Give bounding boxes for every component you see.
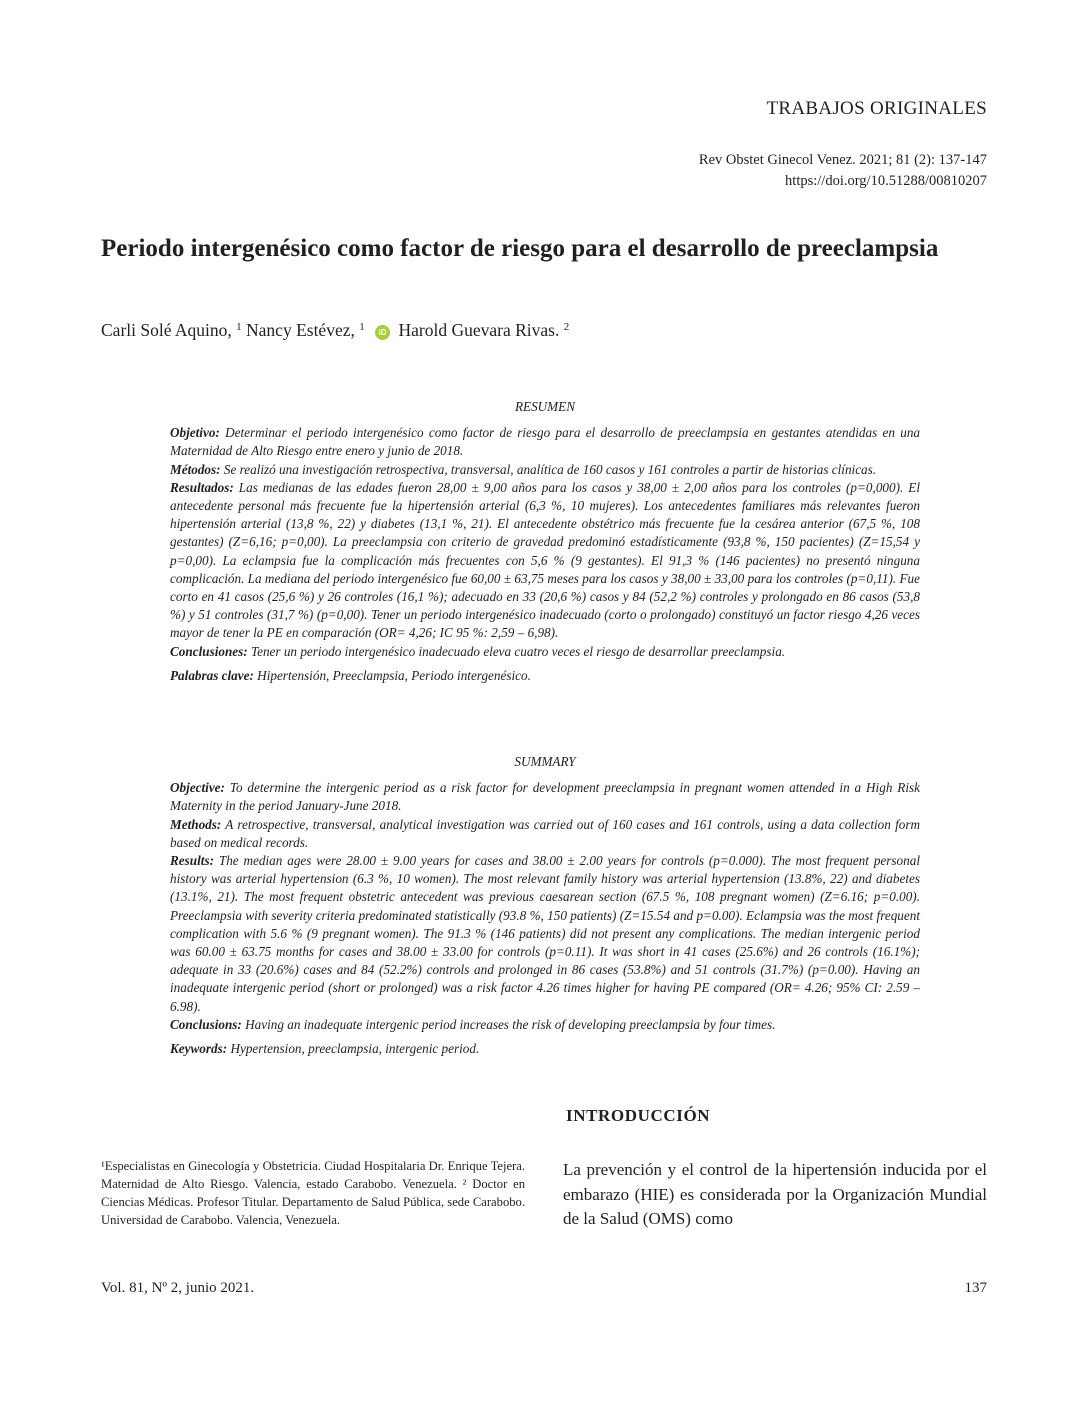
affiliation-marker: 1: [236, 321, 242, 333]
methods-text: A retrospective, transversal, analytical investigation was carried out of 160 cases and 161 controls, using a data collection form based on medical records.: [170, 816, 920, 850]
conclusions-text: Having an inadequate intergenic period increases the risk of developing preeclampsia by four times.: [245, 1016, 776, 1032]
keywords-label: Keywords:: [170, 1041, 228, 1057]
results-text: The median ages were 28.00 ± 9.00 years for cases and 38.00 ± 2.00 years for controls (p=0.000). The most frequent personal history was arterial hypertension (6.3 %, 10 women). The most relevant family history was arterial hypertension (13.8%, 22) and diabetes (13.1%, 21). The most frequent obstetric antecedent was previous caesarean section (67.5 %, 108 pregnant women) (Z=6.16; p=0.00). Preeclampsia with severity criteria predominated statistically (93.8 %, 150 patients) (Z=15.54 and p=0.00). Eclampsia was the most frequent complication with 5.6 % (9 pregnant women). The 91.3 % (146 patients) did not present any complications. The median intergenic period was 60.00 ± 63.75 months for cases and 38.00 ± 33.00 for controls (p=0.11). It was short in 41 cases (25.6%) and 26 controls (16.1%); adequate in 33 (20.6%) cases and 84 (52.2%) controls and prolonged in 86 cases (53.8%) and 51 controls (31.7%) (p=0.00). Having an inadequate intergenic period (short or prolonged) was a risk factor 4.26 times higher for having PE compared (OR= 4.26; 95% CI: 2.59 – 6.98).: [170, 853, 920, 1014]
objective-label: Objective:: [170, 780, 225, 796]
author-list: [101, 320, 569, 341]
conclusiones-label: Conclusiones:: [170, 643, 248, 659]
resumen-objetivo: [170, 424, 920, 460]
summary-conclusions: [170, 1016, 920, 1034]
resumen-heading: RESUMEN: [514, 399, 576, 414]
author-name: Carli Solé Aquino,: [101, 320, 232, 340]
metodos-text: Se realizó una investigación retrospectiva, transversal, analítica de 160 casos y 161 controles a partir de historias clínicas.: [223, 461, 877, 477]
resumen-resultados: [170, 479, 920, 643]
resumen-conclusiones: [170, 643, 920, 661]
doi-link[interactable]: https://doi.org/10.51288/00810207: [785, 173, 987, 189]
introduction-text: La prevención y el control de la hipertensión inducida por el embarazo (HIE) es considerada por la Organización Mundial de la Salud (OMS) como: [563, 1160, 987, 1228]
article-title: Periodo intergenésico como factor de riesgo para el desarrollo de preeclampsia: [101, 235, 939, 262]
summary-results: [170, 852, 920, 1016]
citation-block: [699, 150, 987, 192]
affiliation-marker: 2: [563, 321, 570, 333]
resumen-metodos: [170, 461, 920, 479]
palabras-text: Hipertensión, Preeclampsia, Periodo intergenésico.: [257, 667, 531, 683]
summary-keywords: [170, 1040, 920, 1058]
methods-label: Methods:: [170, 816, 222, 832]
summary-heading: SUMMARY: [514, 754, 576, 769]
footer-volume: Vol. 81, Nº 2, junio 2021.: [101, 1280, 255, 1296]
introduction-heading: INTRODUCCIÓN: [566, 1106, 711, 1125]
affiliation-marker: 1: [359, 321, 365, 333]
section-label: TRABAJOS ORIGINALES: [766, 98, 987, 119]
orcid-icon[interactable]: iD: [375, 325, 390, 340]
journal-citation: Rev Obstet Ginecol Venez. 2021; 81 (2): 137-147: [698, 152, 987, 168]
objetivo-label: Objetivo:: [170, 425, 220, 441]
author-name: Harold Guevara Rivas.: [398, 320, 560, 340]
conclusions-label: Conclusions:: [170, 1016, 242, 1032]
metodos-label: Métodos:: [170, 461, 221, 477]
affiliations-footnote: ¹Especialistas en Ginecología y Obstetricia. Ciudad Hospitalaria Dr. Enrique Tejera. Maternidad de Alto Riesgo. Valencia, estado Carabobo. Venezuela. ² Doctor en Ciencias Médicas. Profesor Titular. Departamento de Salud Pública, sede Carabobo. Universidad de Carabobo. Valencia, Venezuela.: [101, 1159, 525, 1227]
resumen-section: [170, 398, 920, 685]
resultados-label: Resultados:: [170, 479, 234, 495]
objetivo-text: Determinar el periodo intergenésico como factor de riesgo para el desarrollo de preeclampsia en gestantes atendidas en una Maternidad de Alto Riesgo entre enero y junio de 2018.: [170, 425, 921, 459]
summary-methods: [170, 816, 920, 852]
palabras-label: Palabras clave:: [170, 667, 254, 683]
resultados-text: Las medianas de las edades fueron 28,00 ± 9,00 años para los casos y 38,00 ± 2,00 años para los controles (p=0,000). El antecedente personal más frecuente fue la hipertensión arterial (6,3 %, 10 mujeres). Los antecedentes familiares más relevantes fueron hipertensión arterial (13,8 %, 22) y diabetes (13,1 %, 21). El antecedente obstétrico más frecuente fue la cesárea anterior (67,5 %, 108 gestantes) (Z=6,16; p=0,00). La preeclampsia con criterio de gravedad predominó estadísticamente (93,8 %, 150 pacientes) (Z=15,54 y p=0,00). La eclampsia fue la complicación más frecuentes con 5,6 % (9 gestantes). El 91,3 % (146 pacientes) no presentó ninguna complicación. La mediana del periodo intergenésico fue 60,00 ± 63,75 meses para los casos y 38,00 ± 33,00 para los controles (p=0,11). Fue corto en 41 casos (25,6 %) y 26 controles (16,1 %); adecuado en 33 (20,6 %) casos y 84 (52,2 %) controles y prolongado en 86 casos (53,8 %) y 51 controles (31,7 %) (p=0,00). Tener un periodo intergenésico inadecuado (corto o prolongado) constituyó un factor riesgo 4,26 veces mayor de tener la PE en comparación (OR= 4,26; IC 95 %: 2,59 – 6,98).: [170, 479, 921, 641]
objective-text: To determine the intergenic period as a risk factor for development preeclampsia in pregnant women attended in a High Risk Maternity in the period January-June 2018.: [170, 780, 921, 814]
keywords-text: Hypertension, preeclampsia, intergenic period.: [230, 1041, 480, 1057]
resumen-palabras-clave: [170, 667, 920, 685]
conclusiones-text: Tener un periodo intergenésico inadecuado eleva cuatro veces el riesgo de desarrollar preeclampsia.: [250, 643, 786, 659]
author-name: Nancy Estévez,: [246, 320, 355, 340]
page-number: 137: [964, 1280, 987, 1296]
results-label: Results:: [170, 853, 214, 869]
summary-objective: [170, 779, 920, 815]
summary-section: [170, 753, 920, 1058]
